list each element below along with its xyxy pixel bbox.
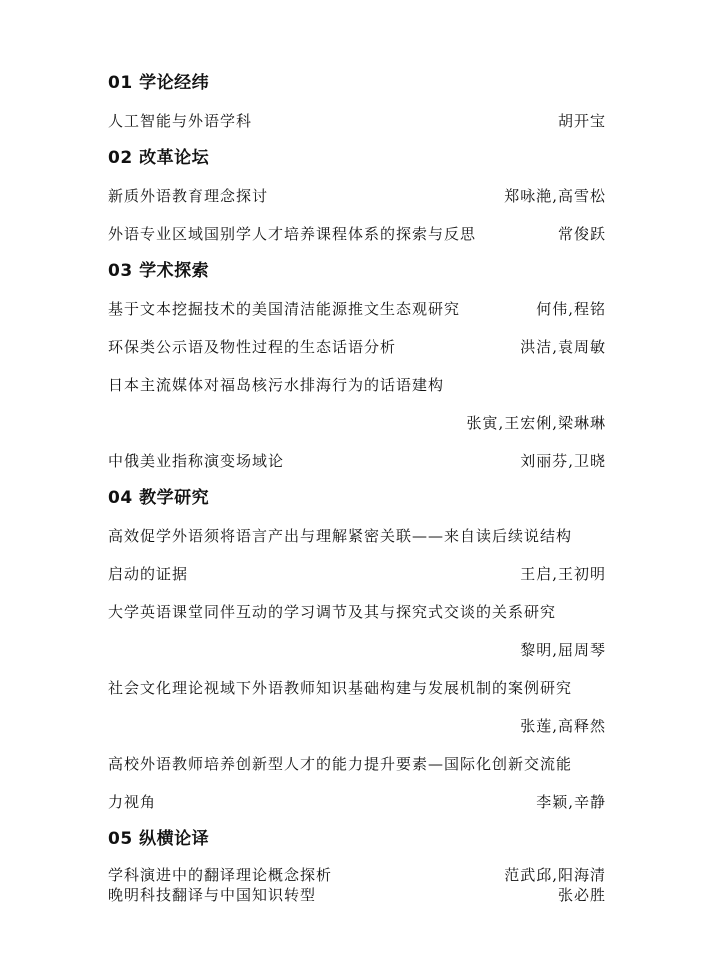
entry-title: 基于文本挖掘技术的美国清洁能源推文生态观研究: [108, 300, 461, 318]
section-title-02: 02 改革论坛: [108, 148, 210, 168]
toc-entry[interactable]: [108, 864, 606, 885]
toc-entry[interactable]: [108, 223, 606, 244]
toc-entry[interactable]: [108, 336, 606, 357]
entry-authors: 何伟,程铭: [536, 300, 606, 318]
section-title-01: 01 学论经纬: [108, 73, 210, 93]
entry-title: 人工智能与外语学科: [108, 112, 253, 130]
entry-title: 晚明科技翻译与中国知识转型: [108, 886, 317, 904]
entry-title: 环保类公示语及物性过程的生态话语分析: [108, 338, 397, 356]
section-title-05: 05 纵横论译: [108, 829, 210, 849]
entry-title: 学科演进中的翻译理论概念探析: [108, 866, 333, 884]
toc-entry[interactable]: [108, 298, 606, 319]
section-title-03: 03 学术探索: [108, 261, 210, 281]
entry-authors: 张必胜: [557, 886, 606, 904]
entry-authors: 李颖,辛静: [536, 793, 606, 811]
entry-authors: 张莲,高释然: [520, 717, 606, 735]
toc-entry[interactable]: [108, 791, 606, 812]
entry-title[interactable]: 社会文化理论视域下外语教师知识基础构建与发展机制的案例研究: [108, 679, 573, 697]
toc-entry[interactable]: [108, 110, 606, 131]
entry-title[interactable]: 日本主流媒体对福岛核污水排海行为的话语建构: [108, 376, 445, 394]
entry-authors: 范武邱,阳海清: [504, 866, 606, 884]
entry-authors: 洪洁,袁周敏: [520, 338, 606, 356]
entry-authors: 张寅,王宏俐,梁琳琳: [466, 414, 606, 432]
toc-entry[interactable]: [108, 185, 606, 206]
entry-authors: 胡开宝: [557, 112, 606, 130]
entry-title: 中俄美业指称演变场域论: [108, 452, 285, 470]
entry-authors: 常俊跃: [557, 225, 606, 243]
entry-title-line2: 启动的证据: [108, 565, 189, 583]
entry-title-line2: 力视角: [108, 793, 157, 811]
toc-entry[interactable]: [108, 563, 606, 584]
entry-title[interactable]: 大学英语课堂同伴互动的学习调节及其与探究式交谈的关系研究: [108, 603, 557, 621]
toc-entry[interactable]: [108, 884, 606, 905]
entry-title: 外语专业区域国别学人才培养课程体系的探索与反思: [108, 225, 477, 243]
entry-authors: 郑咏滟,高雪松: [504, 187, 606, 205]
entry-title-line1[interactable]: 高效促学外语须将语言产出与理解紧密关联——来自读后续说结构: [108, 527, 573, 545]
entry-title-line1[interactable]: 高校外语教师培养创新型人才的能力提升要素—国际化创新交流能: [108, 755, 573, 773]
section-title-04: 04 教学研究: [108, 488, 210, 508]
entry-authors: 刘丽芬,卫晓: [520, 452, 606, 470]
entry-title: 新质外语教育理念探讨: [108, 187, 269, 205]
toc-entry[interactable]: [108, 450, 606, 471]
entry-authors: 王启,王初明: [520, 565, 606, 583]
entry-authors: 黎明,屈周琴: [520, 641, 606, 659]
